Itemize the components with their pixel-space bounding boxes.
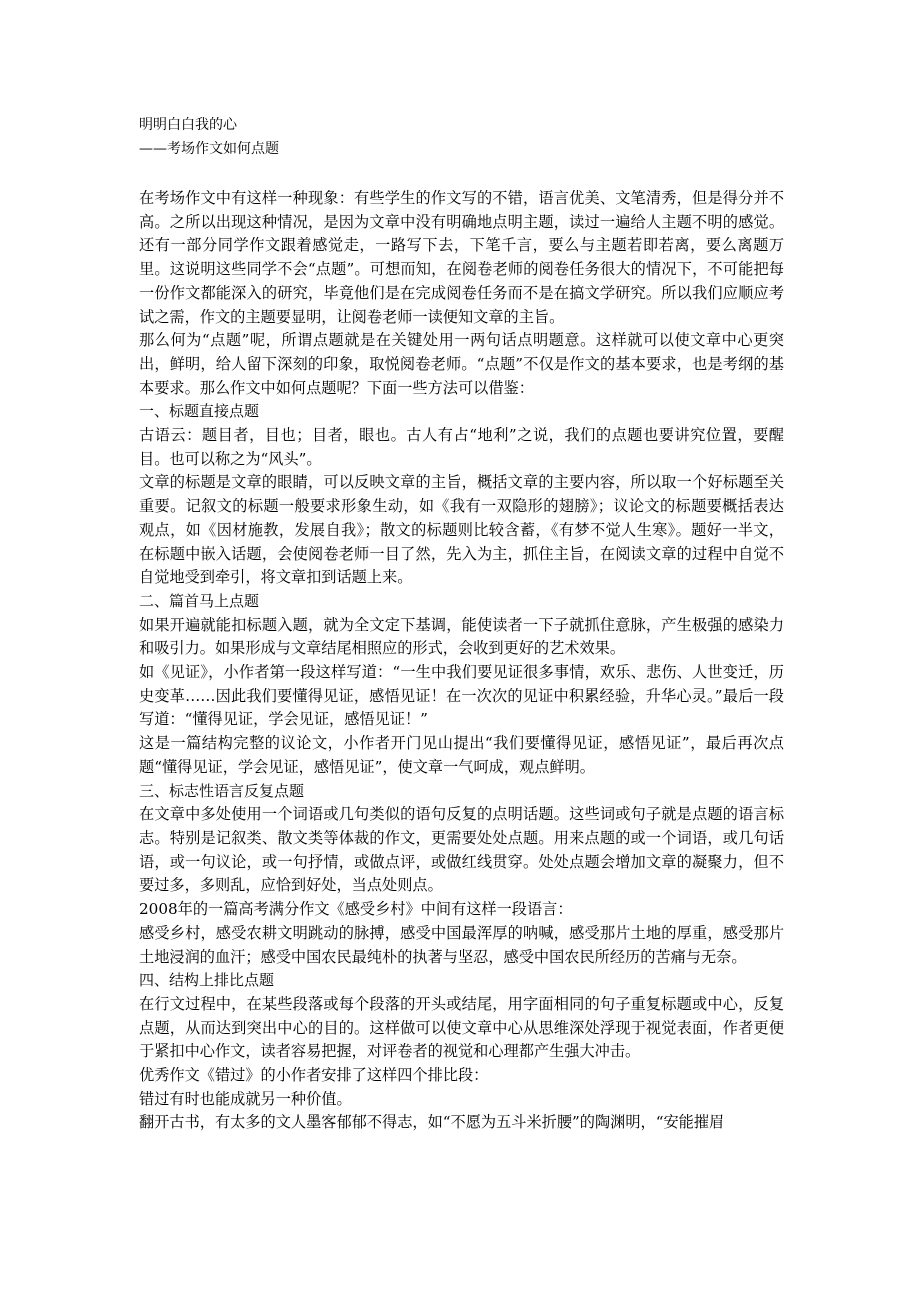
paragraph: 古语云：题目者，目也；目者，眼也。古人有占“地利”之说，我们的点题也要讲究位置，要醒目。也可以称之为“风头”。 (139, 426, 784, 468)
paragraph: 优秀作文《错过》的小作者安排了这样四个排比段： (139, 1066, 489, 1085)
paragraph: 在行文过程中，在某些段落或每个段落的开头或结尾，用字面相同的句子重复标题或中心，反复点题，从而达到突出中心的目的。这样做可以使文章中心从思维深处浮现于视觉表面，作者更便于紧扣中心作文，读者容易把握，对评卷者的视觉和心理都产生强大冲击。 (139, 994, 784, 1061)
section-heading: 二、篇首马上点题 (139, 591, 260, 610)
paragraph: 2008年的一篇高考满分作文《感受乡村》中间有这样一段语言： (139, 900, 573, 919)
paragraph: 感受乡村，感受农耕文明跳动的脉搏，感受中国最浑厚的呐喊，感受那片土地的厚重，感受那片土地浸润的血汗；感受中国农民最纯朴的执著与坚忍，感受中国农民所经历的苦痛与无奈。 (139, 923, 784, 966)
section-heading: 三、标志性语言反复点题 (139, 781, 305, 800)
section-heading: 四、结构上排比点题 (139, 971, 275, 990)
paragraph: 文章的标题是文章的眼睛，可以反映文章的主旨，概括文章的主要内容，所以取一个好标题至关重要。记叙文的标题一般要求形象生动，如《我有一双隐形的翅膀》；议论文的标题要概括表达观点，如《因材施教，发展自我》；散文的标题则比较含蓄，《有梦不觉人生寒》。题好一半文，在标题中嵌入话题，会使阅卷老师一目了然，先入为主，抓住主旨，在阅读文章的过程中自觉不自觉地受到牵引，将文章扣到话题上来。 (139, 473, 784, 587)
document-page (139, 113, 784, 1135)
paragraph: 如果开遍就能扣标题入题，就为全文定下基调，能使读者一下子就抓住意脉，产生极强的感染力和吸引力。如果形成与文章结尾相照应的形式，会收到更好的艺术效果。 (139, 615, 784, 658)
document-subtitle: ——考场作文如何点题 (139, 141, 279, 157)
title-spacer (139, 161, 784, 187)
paragraph: 如《见证》，小作者第一段这样写道：“一生中我们要见证很多事情，欢乐、悲伤、人世变迁，历史变革……因此我们要懂得见证，感悟见证！在一次次的见证中积累经验，升华心灵。”最后一段写道：“懂得见证，学会见证，感悟见证！” (139, 663, 784, 729)
paragraph: 错过有时也能成就另一种价值。 (139, 1089, 352, 1108)
section-heading: 一、标题直接点题 (139, 402, 260, 421)
document-body (139, 187, 784, 1135)
paragraph: 翻开古书，有太多的文人墨客郁郁不得志，如“不愿为五斗米折腰”的陶渊明，“安能摧眉 (139, 1113, 725, 1132)
paragraph: 在考场作文中有这样一种现象：有些学生的作文写的不错，语言优美、文笔清秀，但是得分并不高。之所以出现这种情况，是因为文章中没有明确地点明主题，读过一遍给人主题不明的感觉。还有一部分同学作文跟着感觉走，一路写下去，下笔千言，要么与主题若即若离，要么离题万里。这说明这些同学不会“点题”。可想而知，在阅卷老师的阅卷任务很大的情况下，不可能把每一份作文都能深入的研究，毕竟他们是在完成阅卷任务而不是在搞文学研究。所以我们应顺应考试之需，作文的主题要显明，让阅卷老师一读便知文章的主旨。 (139, 189, 784, 326)
paragraph: 这是一篇结构完整的议论文，小作者开门见山提出“我们要懂得见证，感悟见证”，最后再次点题“懂得见证，学会见证，感悟见证”，使文章一气呵成，观点鲜明。 (139, 734, 784, 776)
paragraph: 那么何为“点题”呢，所谓点题就是在关键处用一两句话点明题意。这样就可以使文章中心更突出，鲜明，给人留下深刻的印象，取悦阅卷老师。“点题”不仅是作文的基本要求，也是考纲的基本要求。那么作文中如何点题呢？下面一些方法可以借鉴： (139, 331, 784, 397)
document-title: 明明白白我的心 (139, 117, 237, 133)
paragraph: 在文章中多处使用一个词语或几句类似的语句反复的点明话题。这些词或句子就是点题的语言标志。特别是记叙类、散文类等体裁的作文，更需要处处点题。用来点题的或一个词语，或几句话语，或一句议论，或一句抒情，或做点评，或做红线贯穿。处处点题会增加文章的凝聚力，但不要过多，多则乱，应恰到好处，当点处则点。 (139, 805, 784, 895)
